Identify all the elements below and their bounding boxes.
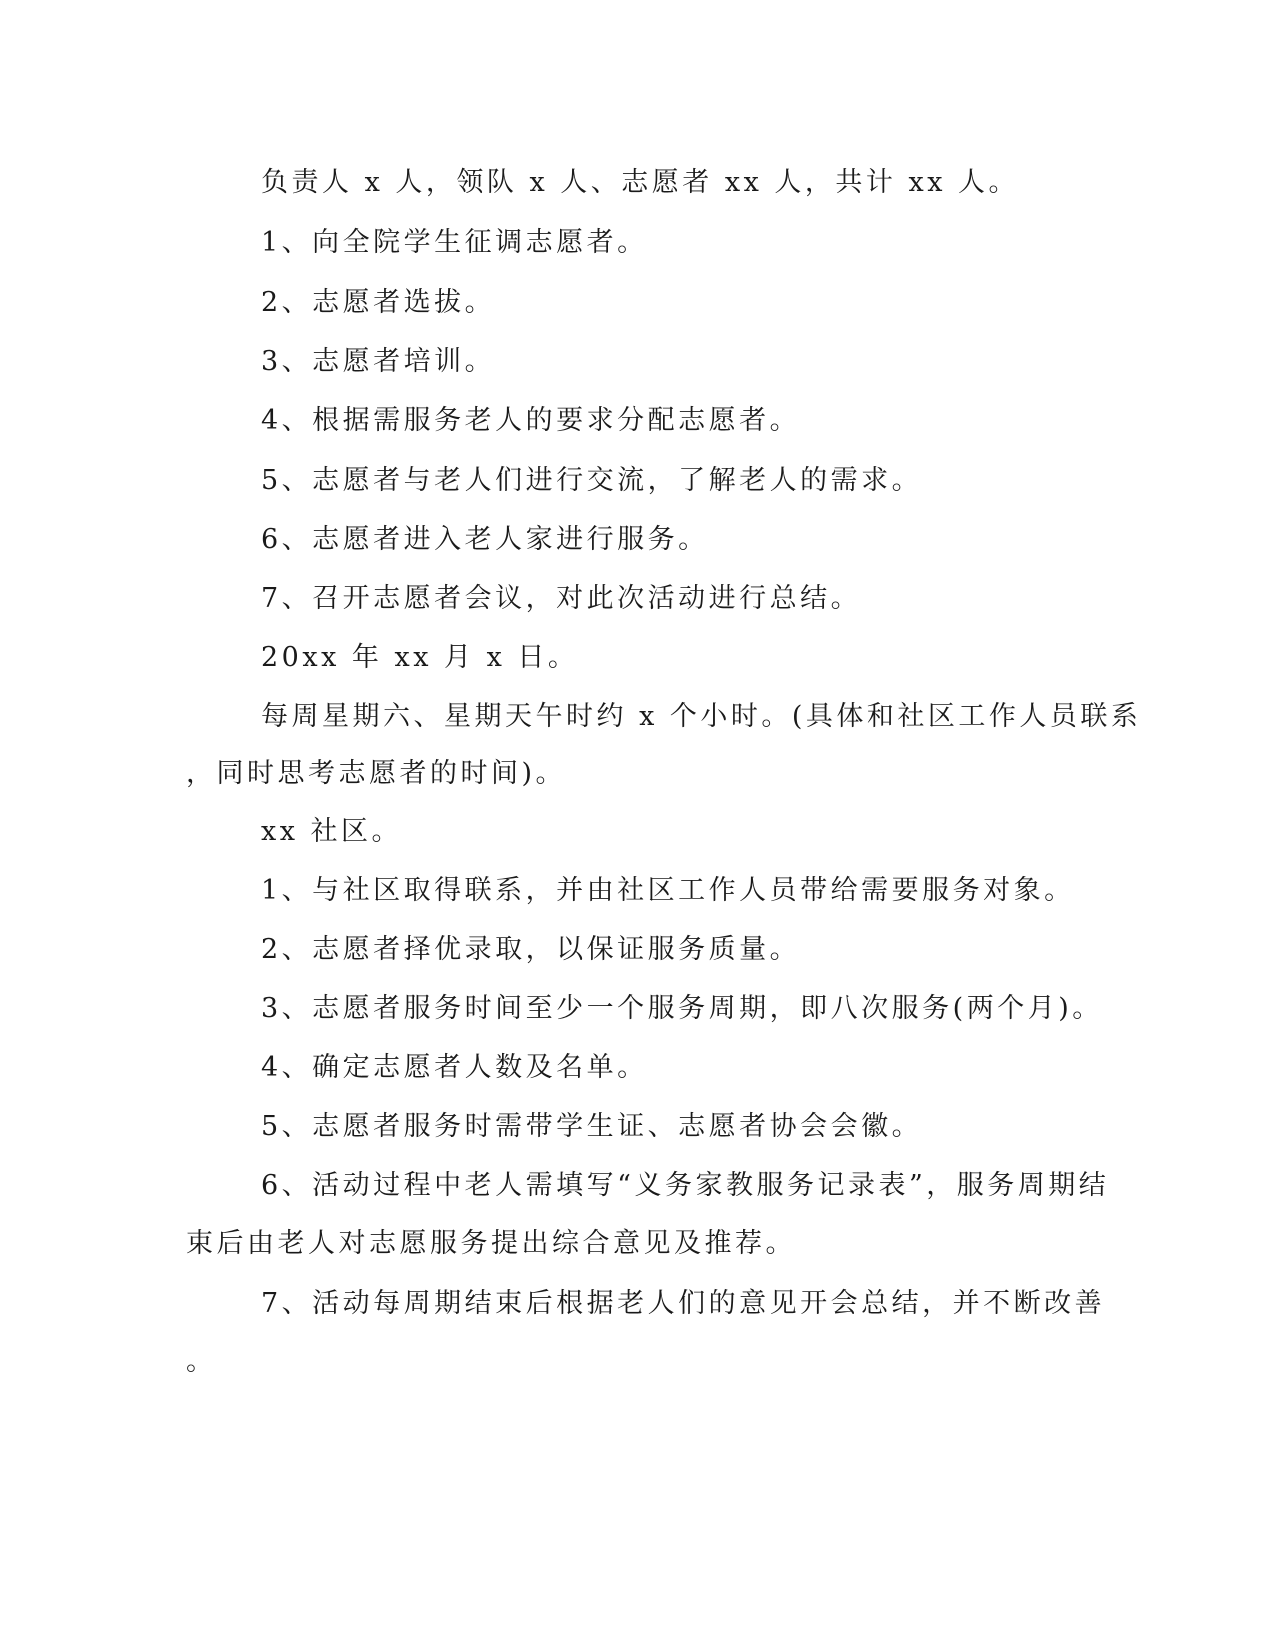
list-item-review-continued: 。 [186, 1346, 217, 1377]
list-item-roster: 4、确定志愿者人数及名单。 [261, 1052, 648, 1083]
list-item-summary-meeting: 7、召开志愿者会议，对此次活动进行总结。 [261, 583, 862, 614]
list-item-record-form: 6、活动过程中老人需填写“义务家教服务记录表”，服务周期结 [261, 1170, 1110, 1201]
list-item-train: 3、志愿者培训。 [261, 346, 496, 377]
list-item-communicate: 5、志愿者与老人们进行交流，了解老人的需求。 [261, 465, 923, 496]
list-item-assign: 4、根据需服务老人的要求分配志愿者。 [261, 405, 801, 436]
paragraph-time-continued: ，同时思考志愿者的时间)。 [186, 758, 567, 789]
list-item-recruit: 1、向全院学生征调志愿者。 [261, 227, 648, 258]
list-item-service: 6、志愿者进入老人家进行服务。 [261, 524, 709, 555]
paragraph-location: xx 社区。 [261, 816, 403, 847]
paragraph-staffing: 负责人 x 人，领队 x 人、志愿者 xx 人，共计 xx 人。 [261, 167, 1020, 198]
list-item-record-form-continued: 束后由老人对志愿服务提出综合意见及推荐。 [186, 1228, 796, 1259]
paragraph-date: 20xx 年 xx 月 x 日。 [261, 642, 579, 673]
list-item-review: 7、活动每周期结束后根据老人们的意见开会总结，并不断改善 [261, 1288, 1106, 1319]
list-item-badge: 5、志愿者服务时需带学生证、志愿者协会会徽。 [261, 1111, 923, 1142]
list-item-contact-community: 1、与社区取得联系，并由社区工作人员带给需要服务对象。 [261, 875, 1075, 906]
list-item-merit-selection: 2、志愿者择优录取，以保证服务质量。 [261, 934, 801, 965]
list-item-service-period: 3、志愿者服务时间至少一个服务周期，即八次服务(两个月)。 [261, 993, 1103, 1024]
list-item-select: 2、志愿者选拔。 [261, 287, 496, 318]
paragraph-time: 每周星期六、星期天午时约 x 个小时。(具体和社区工作人员联系 [261, 701, 1142, 732]
